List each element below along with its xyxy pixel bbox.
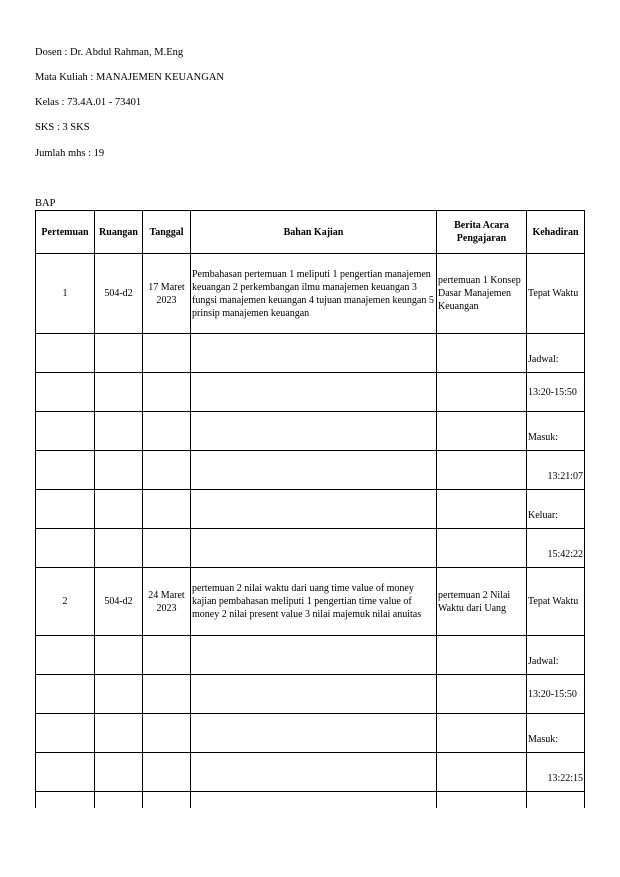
table-row xyxy=(36,254,585,334)
table-row xyxy=(36,636,585,675)
table-row xyxy=(36,334,585,373)
header-row xyxy=(36,211,585,254)
keluar-label: Keluar: xyxy=(527,490,585,529)
page-bottom-mask xyxy=(35,808,585,828)
masuk-label: Masuk: xyxy=(527,412,585,451)
table-row xyxy=(36,568,585,636)
bahan-kajian-cell: pertemuan 2 nilai waktu dari uang time value of money kajian pembahasan meliputi 1 pengertian time value of money 2 nilai present value 3 nilai majemuk nilai anuitas xyxy=(191,568,437,636)
table-row xyxy=(36,529,585,568)
table-row xyxy=(36,451,585,490)
table-row xyxy=(36,373,585,412)
table-row xyxy=(36,753,585,792)
col-header-ruangan: Ruangan xyxy=(95,211,143,254)
section-title: BAP xyxy=(35,198,56,209)
masuk-value: 13:22:15 xyxy=(527,753,585,792)
col-header-bahan-kajian: Bahan Kajian xyxy=(191,211,437,254)
bahan-kajian-cell: Pembahasan pertemuan 1 meliputi 1 pengertian manajemen keuangan 2 perkembangan ilmu manajemen keuangan 3 fungsi manajemen keuangan 4 tujuan manajemen keungan 5 prinsip manajemen keuangan xyxy=(191,254,437,334)
jadwal-label: Jadwal: xyxy=(527,334,585,373)
col-header-kehadiran: Kehadiran xyxy=(527,211,585,254)
tanggal-cell: 17 Maret 2023 xyxy=(143,254,191,334)
kelas-line: Kelas : 73.4A.01 - 73401 xyxy=(35,97,142,108)
table-row xyxy=(36,490,585,529)
masuk-label: Masuk: xyxy=(527,714,585,753)
jadwal-label: Jadwal: xyxy=(527,636,585,675)
ruangan-cell: 504-d2 xyxy=(95,568,143,636)
table-row xyxy=(36,714,585,753)
dosen-line: Dosen : Dr. Abdul Rahman, M.Eng xyxy=(35,47,184,58)
berita-acara-cell: pertemuan 2 Nilai Waktu dari Uang xyxy=(437,568,527,636)
pertemuan-cell: 2 xyxy=(36,568,95,636)
keluar-value: 15:42:22 xyxy=(527,529,585,568)
col-header-berita-acara: Berita Acara Pengajaran xyxy=(437,211,527,254)
kehadiran-cell: Tepat Waktu xyxy=(527,568,585,636)
table-row xyxy=(36,675,585,714)
kehadiran-cell: Tepat Waktu xyxy=(527,254,585,334)
masuk-value: 13:21:07 xyxy=(527,451,585,490)
table-row xyxy=(36,412,585,451)
jumlah-mhs-line: Jumlah mhs : 19 xyxy=(35,148,105,159)
berita-acara-cell: pertemuan 1 Konsep Dasar Manajemen Keuangan xyxy=(437,254,527,334)
jadwal-value: 13:20-15:50 xyxy=(527,373,585,412)
bap-table xyxy=(35,210,585,822)
tanggal-cell: 24 Maret 2023 xyxy=(143,568,191,636)
pertemuan-cell: 1 xyxy=(36,254,95,334)
sks-line: SKS : 3 SKS xyxy=(35,122,90,133)
ruangan-cell: 504-d2 xyxy=(95,254,143,334)
mata-kuliah-line: Mata Kuliah : MANAJEMEN KEUANGAN xyxy=(35,72,224,83)
jadwal-value: 13:20-15:50 xyxy=(527,675,585,714)
col-header-tanggal: Tanggal xyxy=(143,211,191,254)
col-header-pertemuan: Pertemuan xyxy=(36,211,95,254)
